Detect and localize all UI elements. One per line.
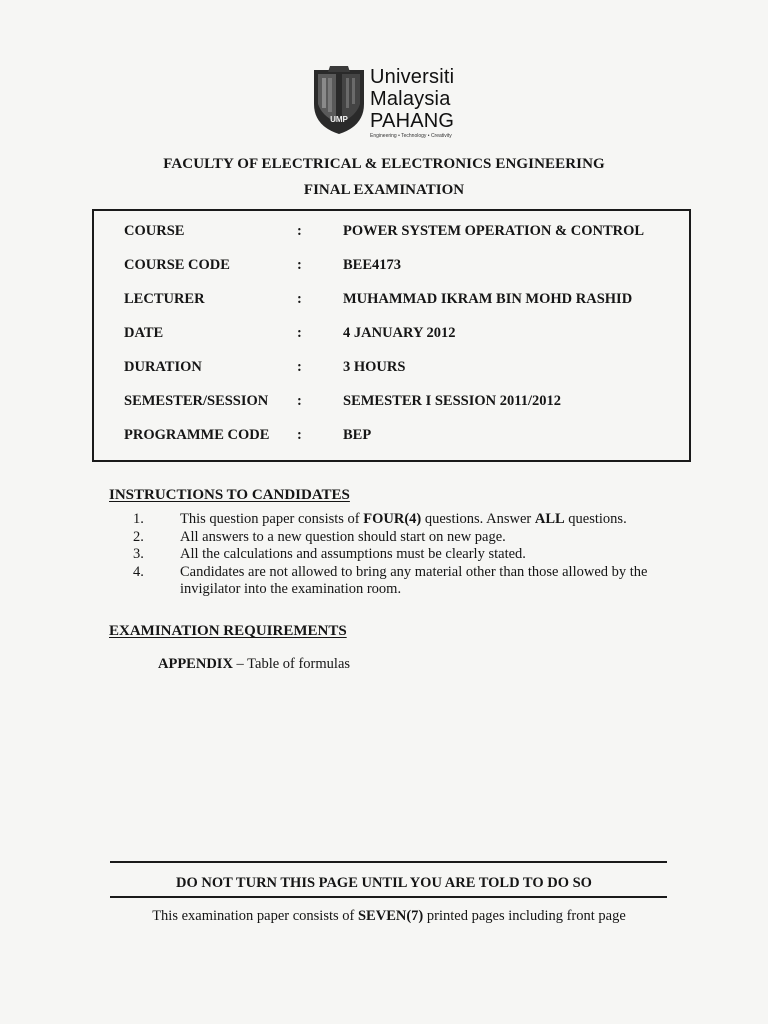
appendix-label: APPENDIX bbox=[158, 656, 233, 672]
list-item-number: 1. bbox=[133, 511, 144, 527]
info-value: 4 JANUARY 2012 bbox=[343, 325, 456, 341]
info-colon: : bbox=[297, 223, 302, 239]
logo-line-2: Malaysia bbox=[370, 88, 451, 110]
list-item-text: All the calculations and assumptions must be clearly stated. bbox=[180, 546, 526, 562]
info-label: LECTURER bbox=[124, 291, 205, 307]
info-colon: : bbox=[297, 291, 302, 307]
info-label: COURSE CODE bbox=[124, 257, 230, 273]
list-item-emphasis: ALL bbox=[534, 511, 565, 527]
info-label: SEMESTER/SESSION bbox=[124, 393, 269, 409]
info-colon: : bbox=[297, 359, 302, 375]
svg-text:UMP: UMP bbox=[330, 115, 348, 124]
list-item bbox=[128, 546, 668, 564]
list-item-number: 2. bbox=[133, 528, 144, 545]
page-count-note bbox=[0, 908, 768, 925]
exam-title: FINAL EXAMINATION bbox=[303, 182, 465, 198]
course-info-box bbox=[92, 209, 691, 462]
info-label: DURATION bbox=[124, 359, 202, 375]
list-item-emphasis: FOUR(4) bbox=[363, 511, 422, 527]
appendix-line bbox=[158, 656, 350, 673]
logo-line-3: PAHANG bbox=[370, 110, 455, 132]
info-row-course-code bbox=[94, 257, 689, 277]
info-row-course bbox=[94, 223, 689, 243]
list-item-text: All answers to a new question should start on new page. bbox=[180, 528, 506, 545]
list-item bbox=[128, 564, 668, 599]
info-value: MUHAMMAD IKRAM BIN MOHD RASHID bbox=[343, 291, 633, 307]
instructions-heading: INSTRUCTIONS TO CANDIDATES bbox=[109, 487, 350, 503]
info-row-date bbox=[94, 325, 689, 345]
logo-tagline: Engineering • Technology • Creativity bbox=[370, 133, 452, 139]
do-not-turn-notice: DO NOT TURN THIS PAGE UNTIL YOU ARE TOLD TO DO SO bbox=[176, 875, 592, 891]
info-label: COURSE bbox=[124, 223, 185, 239]
info-row-lecturer bbox=[94, 291, 689, 311]
info-colon: : bbox=[297, 257, 302, 273]
list-item-number: 3. bbox=[133, 546, 144, 562]
list-item bbox=[128, 529, 668, 547]
list-item-number: 4. bbox=[133, 563, 144, 580]
university-emblem-icon bbox=[312, 64, 366, 136]
instructions-list bbox=[128, 511, 668, 599]
info-colon: : bbox=[297, 427, 302, 443]
list-item-text: Candidates are not allowed to bring any material other than those allowed by the invigilator into the examination room. bbox=[180, 563, 648, 597]
info-value: BEE4173 bbox=[343, 257, 402, 273]
footer-text: This examination paper consists of bbox=[152, 908, 358, 924]
info-label: DATE bbox=[124, 325, 164, 341]
info-row-duration bbox=[94, 359, 689, 379]
logo-line-1: Universiti bbox=[370, 66, 455, 88]
faculty-title: FACULTY OF ELECTRICAL & ELECTRONICS ENGINEERING bbox=[163, 156, 605, 172]
list-item bbox=[128, 511, 668, 529]
divider-top bbox=[110, 861, 667, 863]
info-row-programme-code bbox=[94, 427, 689, 447]
info-row-semester-session bbox=[94, 393, 689, 413]
appendix-text: – Table of formulas bbox=[232, 656, 351, 672]
footer-emphasis: SEVEN(7) bbox=[357, 908, 424, 924]
info-value: 3 HOURS bbox=[343, 359, 406, 375]
logo-wordmark bbox=[370, 66, 454, 140]
list-item-text: questions. Answer bbox=[421, 511, 535, 527]
list-item-text: This question paper consists of bbox=[180, 511, 364, 527]
info-value: BEP bbox=[343, 427, 372, 443]
info-colon: : bbox=[297, 325, 302, 341]
info-colon: : bbox=[297, 393, 302, 409]
university-logo bbox=[312, 64, 482, 140]
requirements-heading: EXAMINATION REQUIREMENTS bbox=[109, 623, 347, 639]
info-value: POWER SYSTEM OPERATION & CONTROL bbox=[343, 223, 645, 239]
info-label: PROGRAMME CODE bbox=[124, 427, 270, 443]
divider-bottom bbox=[110, 896, 667, 898]
info-value: SEMESTER I SESSION 2011/2012 bbox=[343, 393, 561, 409]
list-item-text: questions. bbox=[564, 511, 627, 527]
footer-text: printed pages including front page bbox=[423, 908, 626, 924]
